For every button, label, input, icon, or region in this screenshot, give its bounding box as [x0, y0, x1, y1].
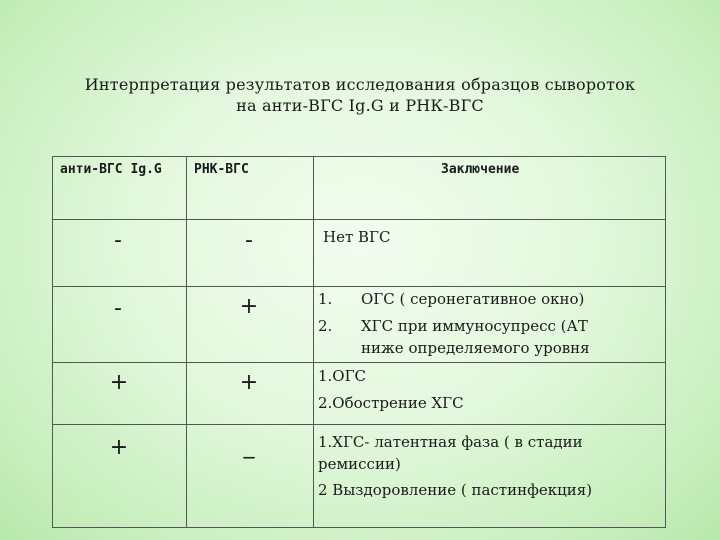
- row3-rna-value: +: [239, 370, 259, 395]
- row3-conclusion-1: 1.ОГС: [318, 367, 367, 385]
- results-table: [52, 156, 666, 528]
- row-divider: [52, 362, 666, 363]
- row3-conclusion-2: 2.Обострение ХГС: [318, 394, 464, 412]
- header-rna-hcv: РНК-ВГС: [194, 162, 249, 177]
- title-line-2: на анти-ВГС Ig.G и РНК-ВГС: [236, 96, 484, 115]
- header-conclusion: Заключение: [441, 162, 520, 177]
- column-divider: [665, 156, 666, 528]
- row2-rna-value: +: [239, 294, 259, 319]
- row2-anti-value: -: [114, 296, 122, 321]
- row4-anti-value: +: [109, 435, 129, 460]
- row2-conclusion-1: ОГС ( серонегативное окно): [361, 290, 585, 308]
- row2-number-2: 2.: [318, 317, 333, 335]
- header-anti-hcv: анти-ВГС Ig.G: [60, 162, 162, 177]
- row-divider: [52, 527, 666, 528]
- row-divider: [52, 286, 666, 287]
- row4-conclusion-3: 2 Выздоровление ( пастинфекция): [318, 481, 593, 499]
- row1-anti-value: -: [114, 228, 122, 253]
- row3-anti-value: +: [109, 370, 129, 395]
- column-divider: [186, 156, 187, 528]
- row2-conclusion-3: ниже определяемого уровня: [361, 339, 590, 357]
- title-line-1: Интерпретация результатов исследования образцов сывороток: [84, 75, 636, 94]
- column-divider: [52, 156, 53, 528]
- row2-number-1: 1.: [318, 290, 333, 308]
- row1-rna-value: -: [245, 228, 253, 253]
- page-title: [40, 74, 680, 116]
- column-divider: [313, 156, 314, 528]
- row4-conclusion-1: 1.ХГС- латентная фаза ( в стадии: [318, 433, 583, 451]
- row1-conclusion: Нет ВГС: [323, 228, 391, 246]
- row4-rna-value: _: [243, 434, 255, 459]
- row2-conclusion-2: ХГС при иммуносупресс (АТ: [361, 317, 588, 335]
- row-divider: [52, 219, 666, 220]
- row4-conclusion-2: ремиссии): [318, 455, 401, 473]
- row-divider: [52, 424, 666, 425]
